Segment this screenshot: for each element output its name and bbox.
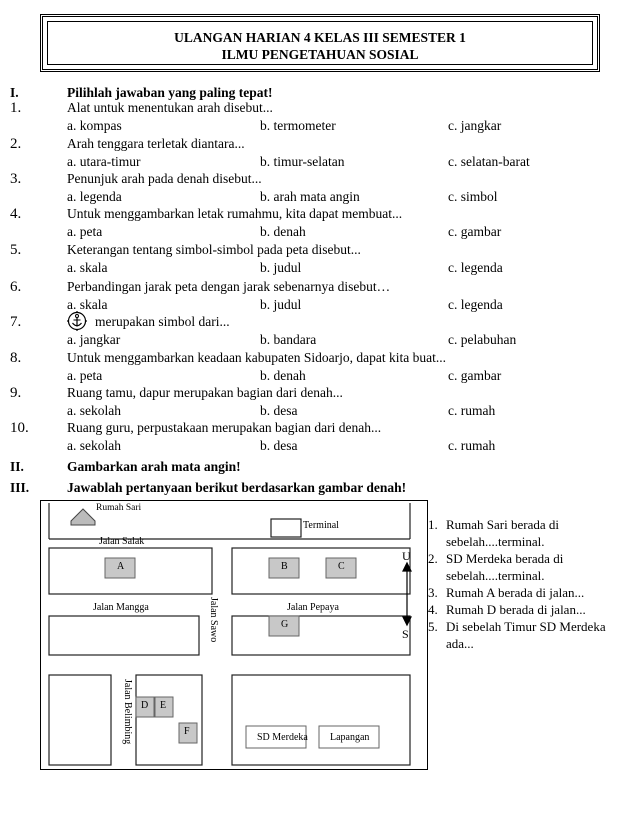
terminal-building [271, 519, 301, 537]
block-southwest [49, 675, 111, 765]
label-south: S [402, 627, 409, 641]
label-house-g: G [281, 619, 289, 630]
label-sd-merdeka: SD Merdeka [257, 732, 308, 743]
block-school [232, 675, 410, 765]
block-sawo-east [232, 616, 410, 655]
label-house-d: D [141, 700, 149, 711]
label-jalan-sawo: Jalan Sawo [208, 597, 219, 643]
label-jalan-belimbing: Jalan Belimbing [122, 679, 133, 745]
label-jalan-pepaya: Jalan Pepaya [287, 602, 339, 613]
label-terminal: Terminal [303, 520, 339, 531]
label-rumah-sari: Rumah Sari [96, 503, 142, 513]
neighborhood-map [40, 500, 428, 770]
map-question-4: 4. Rumah D berada di jalan... [428, 602, 586, 617]
title-line-1: ULANGAN HARIAN 4 KELAS III SEMESTER 1 [174, 30, 466, 45]
map-question-2: 2. SD Merdeka berada di sebelah....terminal. [428, 551, 564, 583]
anchor-in-circle-icon [67, 311, 87, 331]
label-lapangan: Lapangan [330, 732, 370, 743]
map-question-5: 5. Di sebelah Timur SD Merdeka ada... [428, 619, 606, 651]
title-line-2: ILMU PENGETAHUAN SOSIAL [221, 47, 419, 62]
label-house-f: F [184, 726, 190, 737]
label-house-a: A [117, 561, 125, 572]
label-house-c: C [338, 561, 345, 572]
block-mangga [49, 616, 199, 655]
header-box [40, 14, 600, 72]
label-house-b: B [281, 561, 288, 572]
map-question-1: 1. Rumah Sari berada di sebelah....terminal. [428, 517, 559, 549]
label-north: U [402, 549, 411, 563]
map-question-list [428, 516, 633, 652]
house-icon [71, 509, 95, 525]
block-pepaya [232, 548, 410, 594]
label-house-e: E [160, 700, 167, 711]
label-jalan-mangga: Jalan Mangga [93, 602, 149, 613]
block-belimbing [136, 675, 202, 765]
label-jalan-salak: Jalan Salak [99, 536, 145, 547]
map-question-3: 3. Rumah A berada di jalan... [428, 585, 585, 600]
